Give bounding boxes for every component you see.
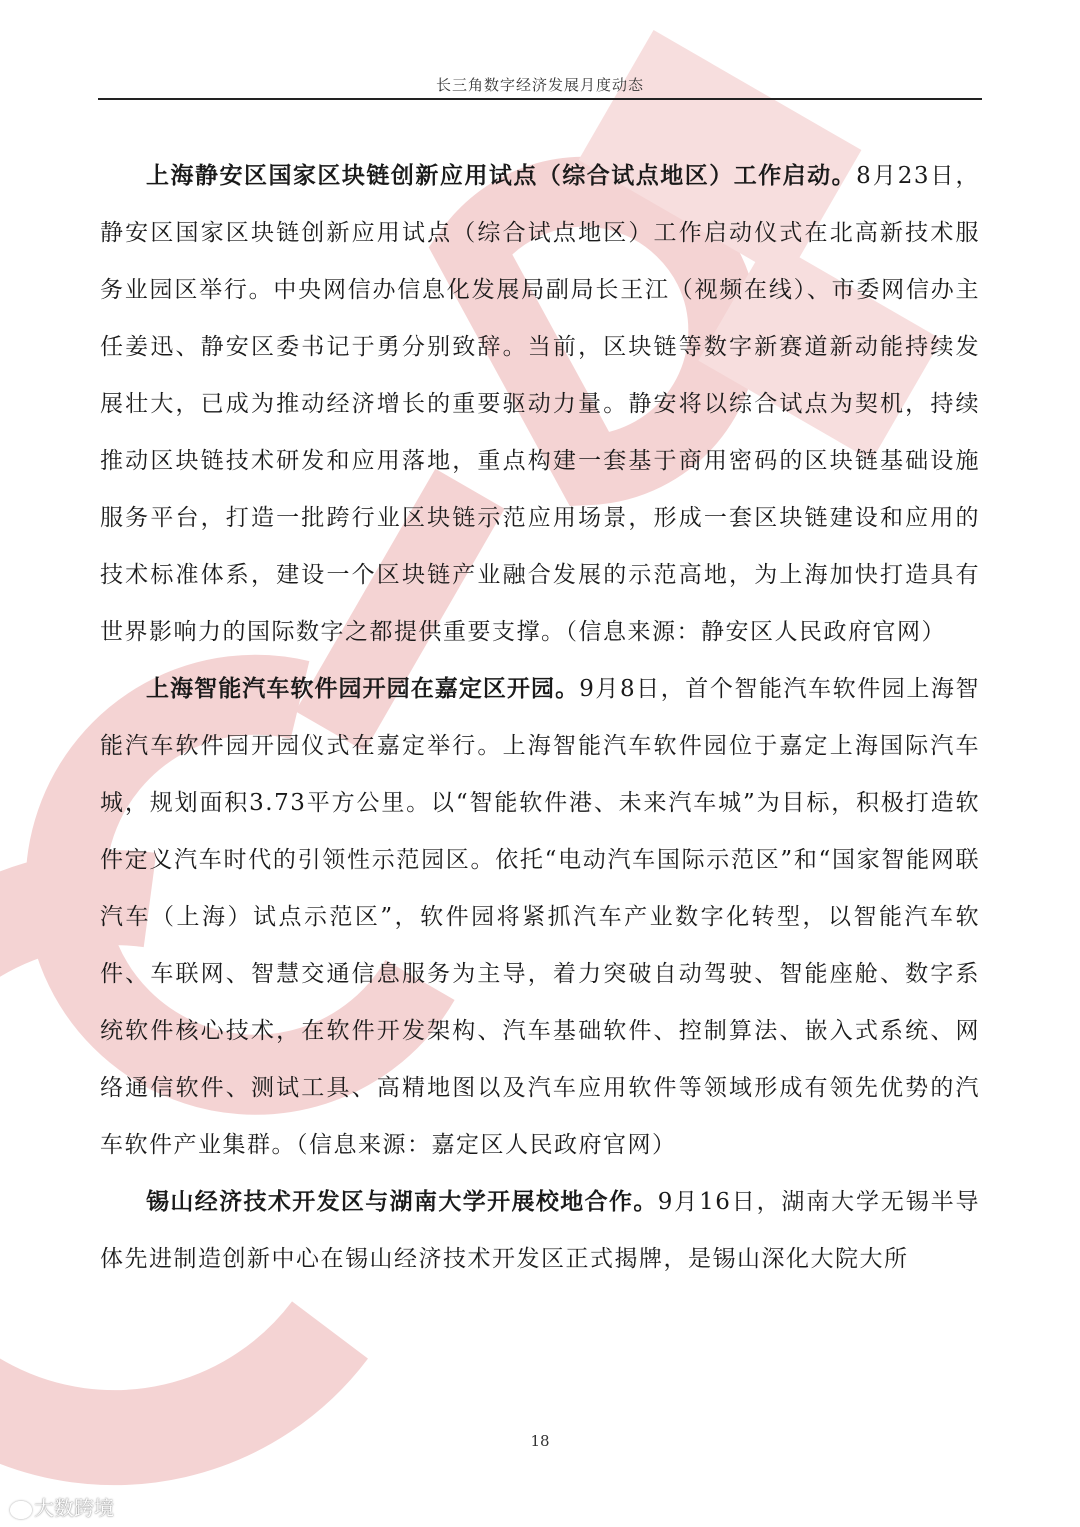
news-body: 8月23日，静安区国家区块链创新应用试点（综合试点地区）工作启动仪式在北高新技术服务业园区举行。中央网信办信息化发展局副局长王江（视频在线）、市委网信办主任姜迅、静安区委书记于勇分别致辞。当前，区块链等数字新赛道新动能持续发展壮大，已成为推动经济增长的重要驱动力量。静安将以综合试点为契机，持续推动区块链技术研发和应用落地，重点构建一套基于商用密码的区块链基础设施服务平台，打造一批跨行业区块链示范应用场景，形成一套区块链建设和应用的技术标准体系，建设一个区块链产业融合发展的示范高地，为上海加快打造具有世界影响力的国际数字之都提供重要支撑。（信息来源：静安区人民政府官网） bbox=[100, 163, 981, 645]
header-divider bbox=[98, 98, 982, 100]
logo-text: 大数跨境 bbox=[34, 1496, 114, 1520]
news-body: 9月16日，湖南大学无锡半导体先进制造创新中心在锡山经济技术开发区正式揭牌，是锡山深化大院大所 bbox=[100, 1189, 981, 1272]
news-item-jiading bbox=[100, 661, 980, 1174]
news-item-jingan bbox=[100, 148, 980, 661]
running-header: 长三角数字经济发展月度动态 bbox=[435, 76, 644, 94]
page-number: 18 bbox=[530, 1432, 550, 1450]
news-headline: 上海智能汽车软件园开园在嘉定区开园。 bbox=[146, 676, 580, 702]
logo-icon bbox=[10, 1501, 32, 1519]
news-headline: 上海静安区国家区块链创新应用试点（综合试点地区）工作启动。 bbox=[146, 163, 857, 189]
page-body bbox=[100, 148, 980, 1288]
news-body: 9月8日，首个智能汽车软件园上海智能汽车软件园开园仪式在嘉定举行。上海智能汽车软件园位于嘉定上海国际汽车城，规划面积3.73平方公里。以“智能软件港、未来汽车城”为目标，积极打造软件定义汽车时代的引领性示范园区。依托“电动汽车国际示范区”和“国家智能网联汽车（上海）试点示范区”，软件园将紧抓汽车产业数字化转型，以智能汽车软件、车联网、智慧交通信息服务为主导，着力突破自动驾驶、智能座舱、数字系统软件核心技术，在软件开发架构、汽车基础软件、控制算法、嵌入式系统、网络通信软件、测试工具、高精地图以及汽车应用软件等领域形成有领先优势的汽车软件产业集群。（信息来源：嘉定区人民政府官网） bbox=[100, 676, 980, 1158]
source-logo bbox=[10, 1492, 114, 1521]
news-item-xishan bbox=[100, 1174, 980, 1288]
news-headline: 锡山经济技术开发区与湖南大学开展校地合作。 bbox=[146, 1189, 658, 1215]
